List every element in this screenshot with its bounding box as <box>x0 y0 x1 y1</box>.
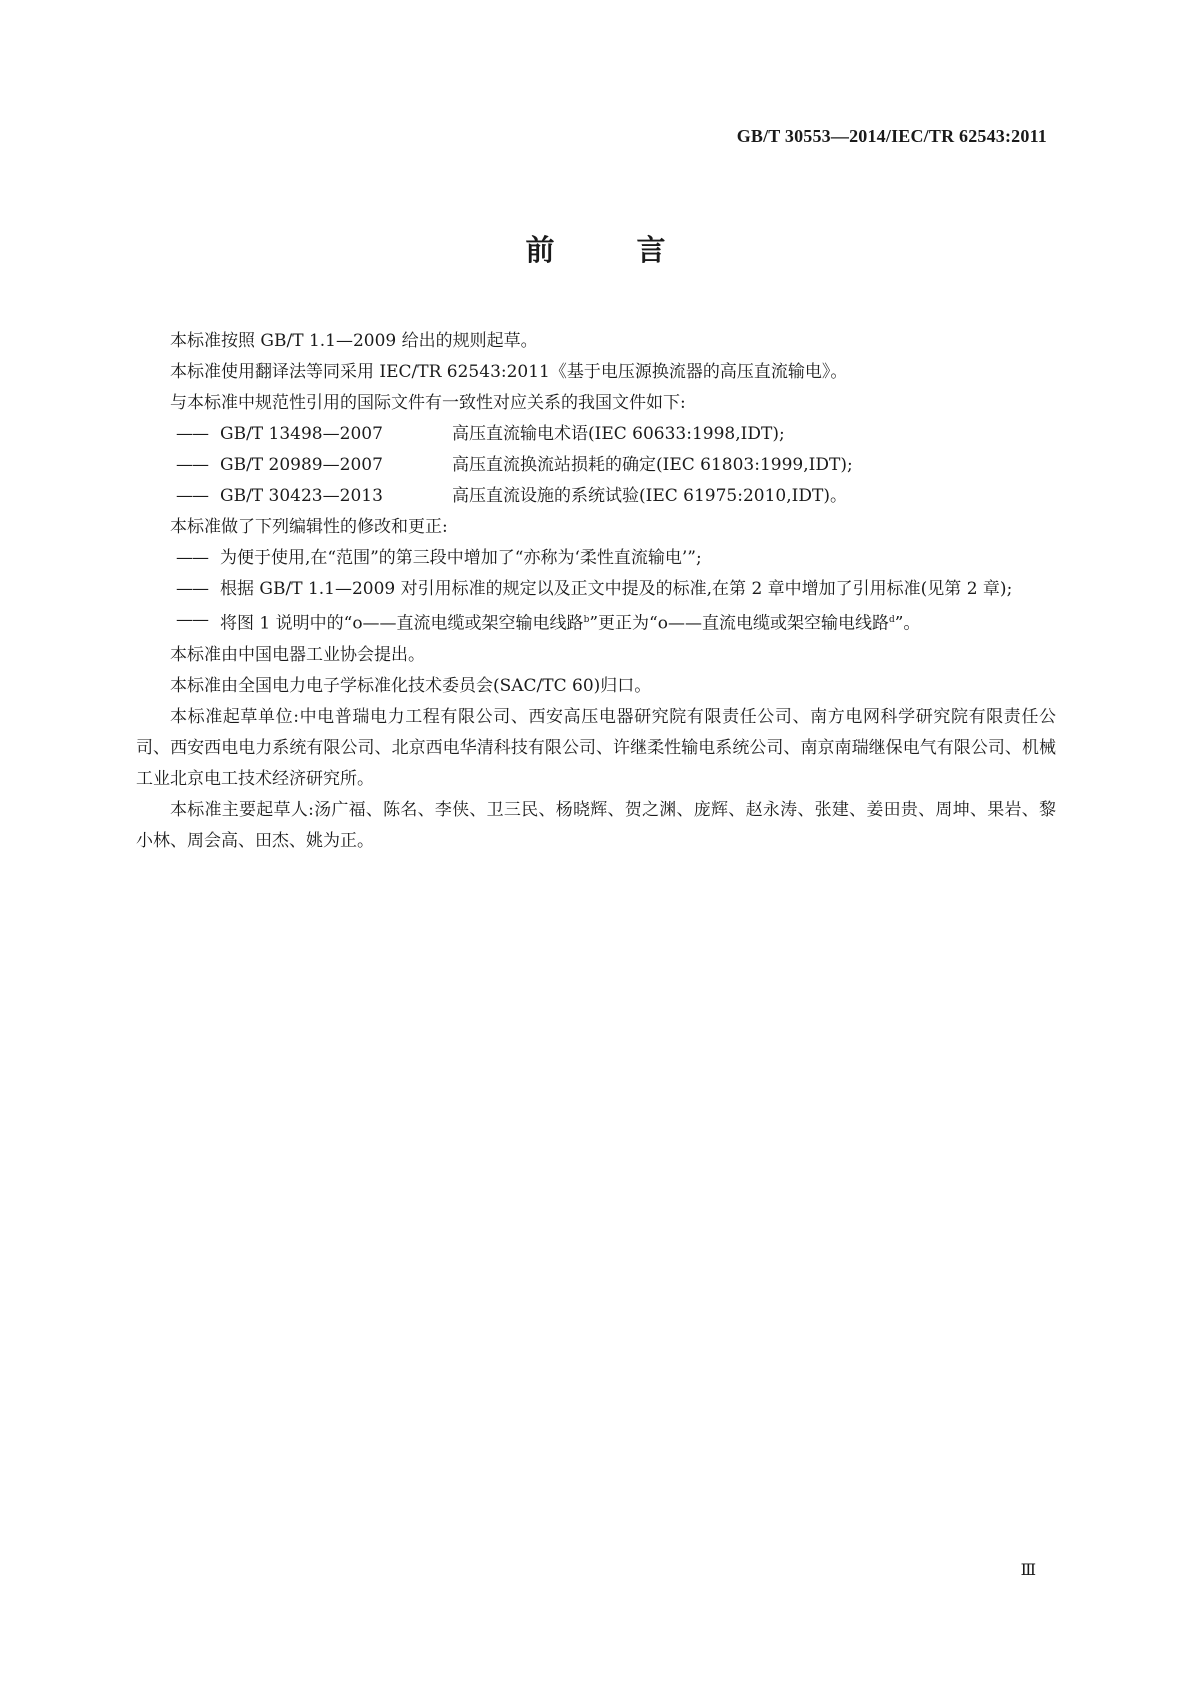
dash-marker: —— <box>176 486 208 506</box>
reference-title: 高压直流设施的系统试验(IEC 61975:2010,IDT)。 <box>452 486 847 506</box>
reference-number: GB/T 13498—2007 <box>220 424 383 444</box>
page-title: 前 言 <box>525 233 702 267</box>
reference-number: GB/T 20989—2007 <box>220 455 383 475</box>
paragraph-proposed-by: 本标准由中国电器工业协会提出。 <box>170 644 425 665</box>
reference-item <box>136 419 1056 450</box>
standard-number-header: GB/T 30553—2014/IEC/TR 62543:2011 <box>736 126 1047 146</box>
dash-marker: —— <box>176 455 208 475</box>
modification-text: ”。 <box>894 613 921 634</box>
modification-item <box>136 543 1056 574</box>
page-number: Ⅲ <box>1020 1562 1036 1579</box>
dash-marker: —— <box>176 548 208 568</box>
paragraph-centralized-by: 本标准由全国电力电子学标准化技术委员会(SAC/TC 60)归口。 <box>170 675 652 696</box>
modification-text: 根据 GB/T 1.1—2009 对引用标准的规定以及正文中提及的标准,在第 2 章中增加了引用标准(见第 2 章); <box>220 579 1013 599</box>
paragraph-modifications-intro: 本标准做了下列编辑性的修改和更正: <box>170 517 448 537</box>
reference-item <box>136 481 1056 512</box>
dash-marker: —— <box>176 579 208 599</box>
dash-marker: —— <box>176 610 208 630</box>
reference-item <box>136 450 1056 481</box>
superscript-note-d: d <box>888 615 895 625</box>
modification-text: ”更正为“o——直流电缆或架空输电线路 <box>589 613 889 634</box>
reference-title: 高压直流输电术语(IEC 60633:1998,IDT); <box>452 424 785 444</box>
paragraph-drafting-rules: 本标准按照 GB/T 1.1—2009 给出的规则起草。 <box>170 331 538 351</box>
paragraph-drafting-units: 本标准起草单位:中电普瑞电力工程有限公司、西安高压电器研究院有限责任公司、南方电网科学研究院有限责任公司、西安西电电力系统有限公司、北京西电华清科技有限公司、许继柔性输电系统公司、南京南瑞继保电气有限公司、机械工业北京电工技术经济研究所。 <box>136 706 1056 789</box>
paragraph-reference-intro: 与本标准中规范性引用的国际文件有一致性对应关系的我国文件如下: <box>170 393 686 413</box>
reference-title: 高压直流换流站损耗的确定(IEC 61803:1999,IDT); <box>452 455 853 475</box>
paragraph-main-drafters: 本标准主要起草人:汤广福、陈名、李侠、卫三民、杨晓辉、贺之渊、庞辉、赵永涛、张建、姜田贵、周坤、果岩、黎小林、周会高、田杰、姚为正。 <box>136 799 1056 851</box>
modification-item <box>136 605 1056 640</box>
superscript-note-b: b <box>583 615 590 625</box>
modification-text: 为便于使用,在“范围”的第三段中增加了“亦称为‘柔性直流输电’”; <box>220 548 702 568</box>
modification-text: 将图 1 说明中的“o——直流电缆或架空输电线路 <box>220 613 584 634</box>
dash-marker: —— <box>176 424 208 444</box>
paragraph-adoption-method: 本标准使用翻译法等同采用 IEC/TR 62543:2011《基于电压源换流器的高压直流输电》。 <box>170 362 848 382</box>
modification-item <box>136 574 1056 605</box>
document-body <box>136 326 1056 857</box>
reference-number: GB/T 30423—2013 <box>220 486 383 506</box>
